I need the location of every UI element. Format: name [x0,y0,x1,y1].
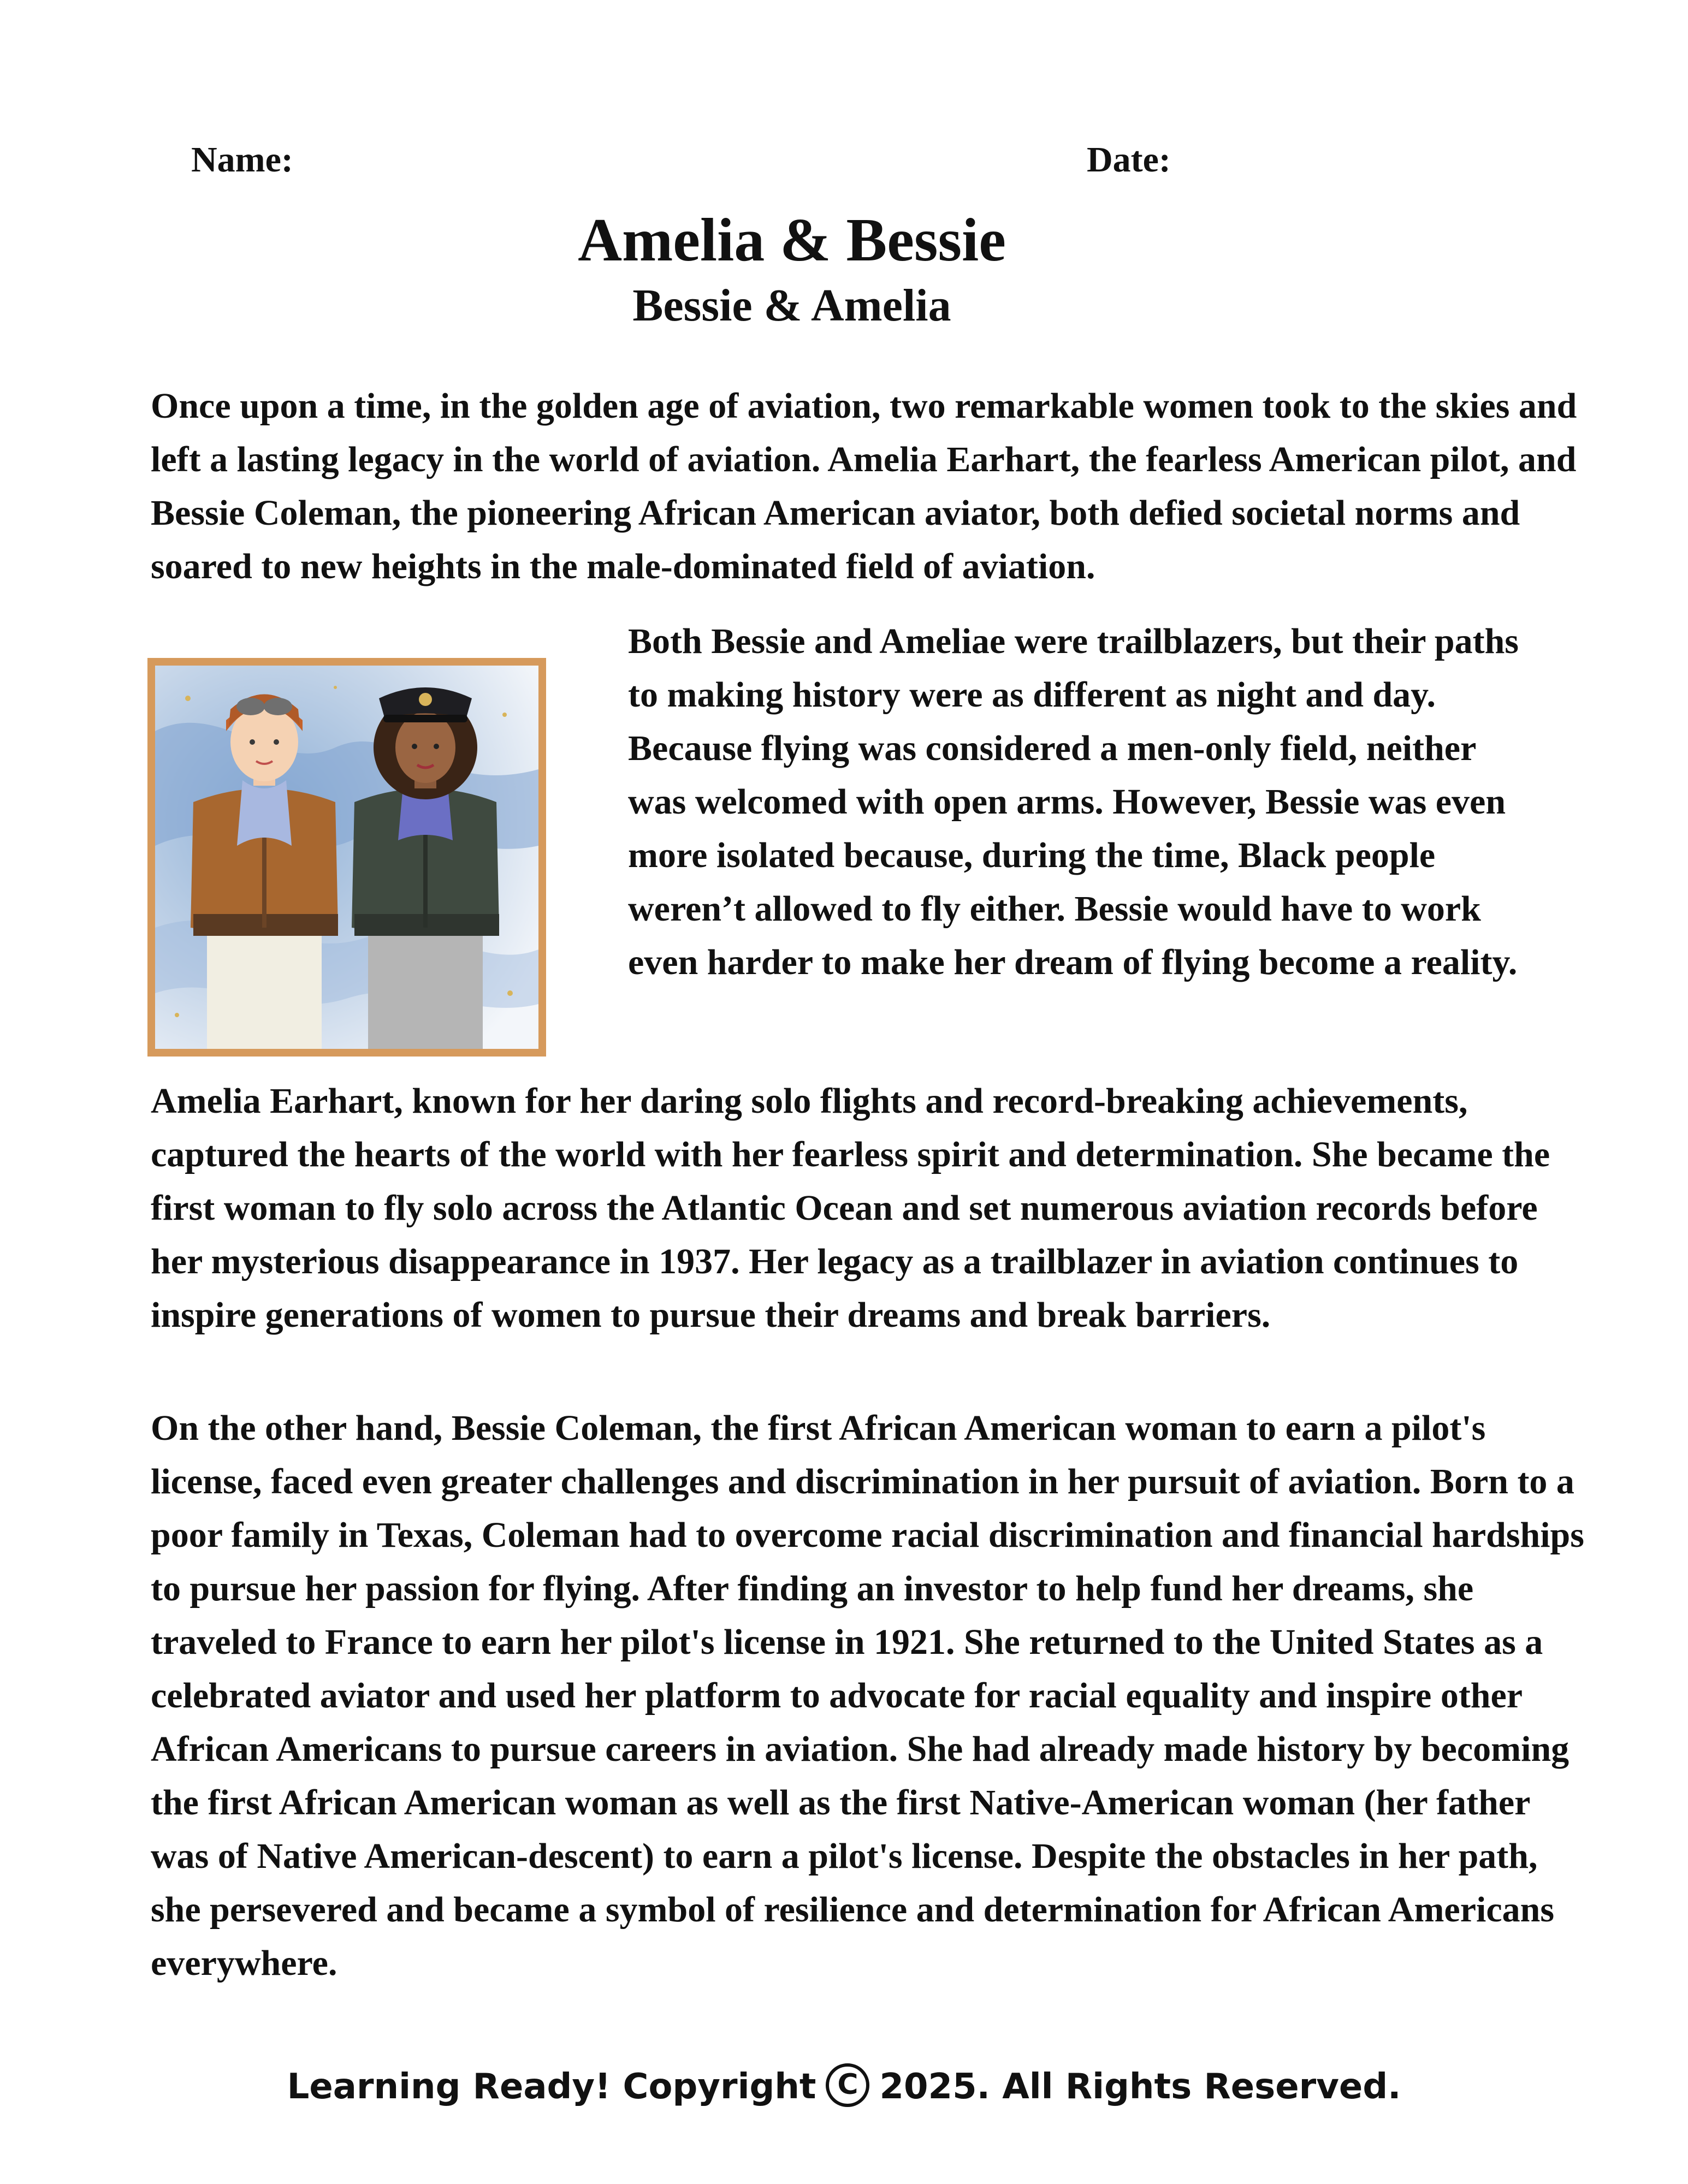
footer-text-after: 2025. All Rights Reserved. [879,2067,1401,2107]
comparison-paragraph: Both Bessie and Ameliae were trailblazers, but their paths to making history were as different as night and day. Because flying was considered a men-only field, neither was welcomed with open arms. However, Bessie was even more isolated because, during the time, Black people weren’t allowed to fly either. Bessie would have to work even harder to make her dream of flying become a reality. [628,621,1519,982]
bessie-paragraph: On the other hand, Bessie Coleman, the first African American woman to earn a pilot's license, faced even greater challenges and discrimination in her pursuit of aviation. Born to a poor family in Texas, Coleman had to overcome racial discrimination and financial hardships to pursue her passion for flying. After finding an investor to help fund her dreams, she traveled to France to earn her pilot's license in 1921. She returned to the United States as a celebrated aviator and used her platform to advocate for racial equality and inspire other African Americans to pursue careers in aviation. She had already made history by becoming the first African American woman as well as the first Native-American woman (her father was of Native American-descent) to earn a pilot's license. Despite the obstacles in her path, she persevered and became a symbol of resilience and determination for African Americans everywhere. [151,1408,1584,1983]
date-label: Date: [1087,140,1171,180]
footer-text-before: Learning Ready! Copyright [287,2067,816,2107]
intro-paragraph: Once upon a time, in the golden age of aviation, two remarkable women took to the skies and left a lasting legacy in the world of aviation. Amelia Earhart, the fearless American pilot, and Bessie Coleman, the pioneering African American aviator, both defied societal norms and soared to new heights in the male-dominated field of aviation. [151,386,1577,586]
copyright-icon: C [826,2063,869,2107]
page-title: Amelia & Bessie [578,206,1006,274]
page-subtitle: Bessie & Amelia [632,280,951,331]
name-label: Name: [191,140,293,180]
amelia-paragraph: Amelia Earhart, known for her daring solo flights and record-breaking achievements, captured the hearts of the world with her fearless spirit and determination. She became the first woman to fly solo across the Atlantic Ocean and set numerous aviation records before her mysterious disappearance in 1937. Her legacy as a trailblazer in aviation continues to inspire generations of women to pursue their dreams and break barriers. [151,1081,1550,1335]
copyright-footer [0,2067,1688,2110]
aviators-illustration [147,658,546,1057]
